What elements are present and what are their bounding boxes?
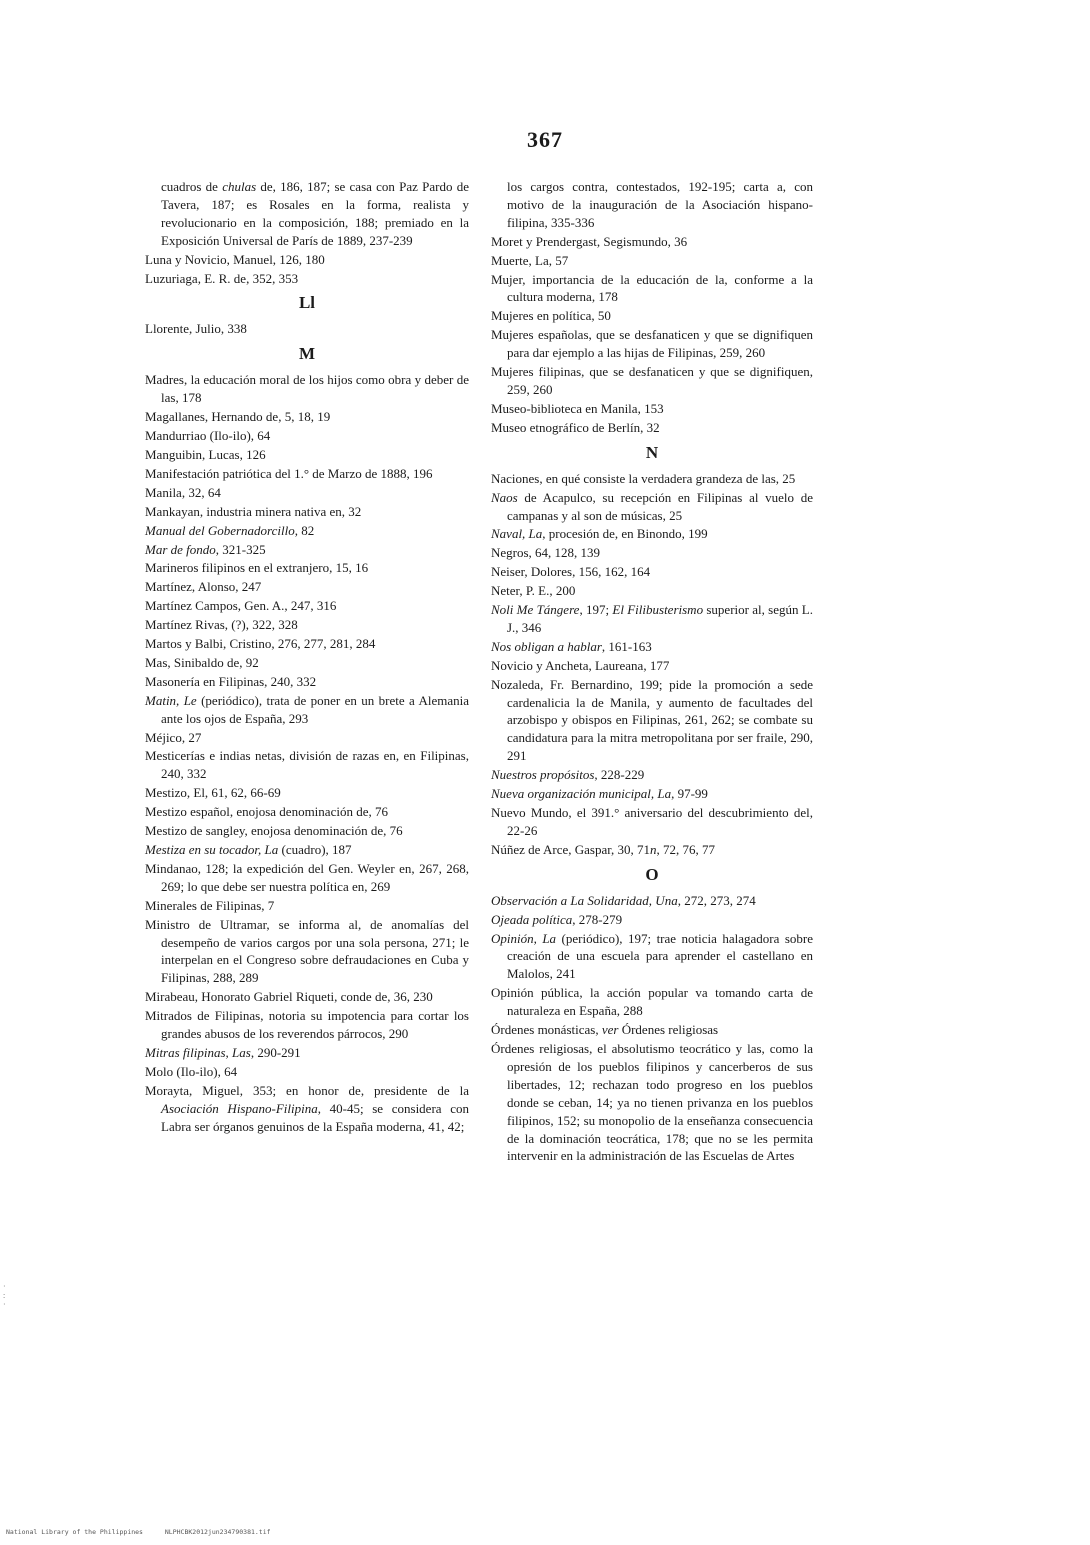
index-entry: Mestizo español, enojosa denominación de, 76 [145,804,388,820]
index-entry: Magallanes, Hernando de, 5, 18, 19 [145,409,331,425]
index-entry: Molo (Ilo-ilo), 64 [145,1063,238,1079]
section-letter-heading: O [645,864,659,884]
index-entry: Naos de Acapulco, su recepción en Filipinas al vuelo de campanas y al son de músicas, 25 [491,489,813,523]
index-entry: Opinión, La (periódico), 197; trae noticia halagadora sobre creación de una escuela para aprender el castellano en Malolos, 241 [491,930,813,982]
index-entry: Museo etnográfico de Berlín, 32 [491,419,660,435]
scan-margin-specks: · : · [3,1282,6,1309]
footer-library: National Library of the Philippines [6,1528,143,1536]
index-entry: Mujeres españolas, que se desfanaticen y que se dignifiquen para dar ejemplo a las hijas de Filipinas, 259, 260 [491,327,813,361]
index-entry: Mestizo de sangley, enojosa denominación de, 76 [145,823,403,839]
scan-footer [6,1528,289,1536]
section-letter-heading: Ll [298,293,316,313]
index-entry-continuation: cuadros de chulas de, 186, 187; se casa con Paz Pardo de Tavera, 187; es Rosales en la forma, realista y revolucionario en la composición, 188; premiado en la Exposición Universal de París de 1889, 237-239 [161,179,469,248]
index-entry: Manual del Gobernadorcillo, 82 [145,522,315,538]
index-entry: Mankayan, industria minera nativa en, 32 [145,503,362,519]
index-entry: Opinión pública, la acción popular va tomando carta de naturaleza en España, 288 [491,985,813,1019]
index-entry: Moret y Prendergast, Segismundo, 36 [491,233,688,249]
index-entry: Observación a La Solidaridad, Una, 272, 273, 274 [491,892,756,908]
index-entry: Mitras filipinas, Las, 290-291 [145,1044,301,1060]
index-entry: Nuestros propósitos, 228-229 [491,767,645,783]
index-entry: Núñez de Arce, Gaspar, 30, 71n, 72, 76, 77 [491,841,716,857]
index-entry-continuation: los cargos contra, contestados, 192-195; carta a, con motivo de la inauguración de la Asociación hispano-filipina, 335-336 [507,179,813,230]
index-entry: Nos obligan a hablar, 161-163 [491,638,652,654]
index-entry: Marineros filipinos en el extranjero, 15, 16 [145,560,369,576]
index-entry: Museo-biblioteca en Manila, 153 [491,400,664,416]
index-entry: Matin, Le (periódico), trata de poner en un brete a Alemania ante los ojos de España, 293 [145,692,469,726]
index-entry: Noli Me Tángere, 197; El Filibusterismo superior al, según L. J., 346 [491,602,813,635]
index-entry: Mandurriao (Ilo-ilo), 64 [145,428,271,444]
index-entry: Mindanao, 128; la expedición del Gen. Weyler en, 267, 268, 269; lo que debe ser nuestra política en, 269 [145,860,469,894]
index-entry: Mirabeau, Honorato Gabriel Riqueti, conde de, 36, 230 [145,989,433,1005]
index-entry: Mesticerías e indias netas, división de razas en, en Filipinas, 240, 332 [145,748,469,782]
index-entry: Mujer, importancia de la educación de la, conforme a la cultura moderna, 178 [491,271,813,305]
index-entry: Novicio y Ancheta, Laureana, 177 [491,657,670,673]
index-entry: Mas, Sinibaldo de, 92 [145,654,259,670]
index-entry: Méjico, 27 [145,729,202,745]
section-letter-heading: N [645,442,659,462]
index-entry: Neiser, Dolores, 156, 162, 164 [491,564,651,580]
index-entry: Manguibin, Lucas, 126 [145,446,266,462]
index-entry: Mestiza en su tocador, La (cuadro), 187 [145,842,352,857]
page-number: 367 [527,127,563,152]
index-entry: Órdenes religiosas, el absolutismo teocrático y las, como la opresión de los pueblos filipinos y cancerberos de sus libertades, 12; rechazan todo progreso en los pueblos donde se ceban, 14; ya no tienen privanza en los pueblos filipinos, 152; su monopolio de la enseñanza consecuencia de la dominación teocrática, 178; que no se les permita intervenir en la administración de las Escuelas de Artes [491,1040,813,1164]
index-entry: Negros, 64, 128, 139 [491,545,601,561]
index-entry: Martos y Balbi, Cristino, 276, 277, 281, 284 [145,636,376,652]
index-entry: Mestizo, El, 61, 62, 66-69 [145,785,281,801]
index-entry: Naval, La, procesión de, en Binondo, 199 [491,526,708,542]
index-entry: Martínez Campos, Gen. A., 247, 316 [145,598,337,614]
index-entry: Minerales de Filipinas, 7 [145,897,275,913]
index-entry: Muerte, La, 57 [491,252,569,268]
index-entry: Llorente, Julio, 338 [145,321,247,337]
index-entry: Martínez Rivas, (?), 322, 328 [145,617,298,633]
index-entry: Mitrados de Filipinas, notoria su impotencia para cortar los grandes abusos de los reverendos párrocos, 290 [145,1008,469,1042]
index-column-left [145,178,469,1137]
index-entry: Nozaleda, Fr. Bernardino, 199; pide la promoción a sede cardenalicia la de Manila, y aumento de facultades del arzobispo y obispos en Filipinas, 261, 262; se combate su candidatura para la mitra metropolitana por ser fraile, 290, 291 [491,676,813,764]
footer-file-id: NLPHCBK2012jun234790381.tif [164,1528,271,1536]
index-entry: Mujeres en política, 50 [491,308,611,324]
index-entry: Nueva organización municipal, La, 97-99 [491,786,708,802]
section-letter-heading: M [298,344,316,364]
index-entry: Morayta, Miguel, 353; en honor de, presidente de la Asociación Hispano-Filipina, 40-45; se considera con Labra ser órganos genuinos de la España moderna, 41, 42; [145,1082,469,1134]
index-entry: Mar de fondo, 321-325 [145,541,266,557]
index-entry: Madres, la educación moral de los hijos como obra y deber de las, 178 [145,372,469,406]
index-entry: Ministro de Ultramar, se informa al, de anomalías del desempeño de varios cargos por una sola persona, 271; le interpelan en el Congreso sobre defraudaciones en Cuba y Filipinas, 288, 289 [145,916,469,986]
index-column-right [491,178,813,1166]
index-entry: Nuevo Mundo, el 391.° aniversario del descubrimiento del, 22-26 [491,805,813,838]
index-entry: Manila, 32, 64 [145,484,221,500]
index-entry: Mujeres filipinas, que se desfanaticen y que se dignifiquen, 259, 260 [491,364,813,397]
index-entry: Luzuriaga, E. R. de, 352, 353 [145,270,299,286]
index-entry: Manifestación patriótica del 1.° de Marzo de 1888, 196 [145,465,433,481]
index-entry: Órdenes monásticas, ver Órdenes religiosas [491,1022,719,1038]
index-entry: Ojeada política, 278-279 [491,911,623,927]
index-entry: Masonería en Filipinas, 240, 332 [145,673,317,689]
index-entry: Naciones, en qué consiste la verdadera grandeza de las, 25 [491,470,796,486]
index-entry: Neter, P. E., 200 [491,583,576,599]
index-entry: Martínez, Alonso, 247 [145,579,262,595]
index-entry: Luna y Novicio, Manuel, 126, 180 [145,251,325,267]
